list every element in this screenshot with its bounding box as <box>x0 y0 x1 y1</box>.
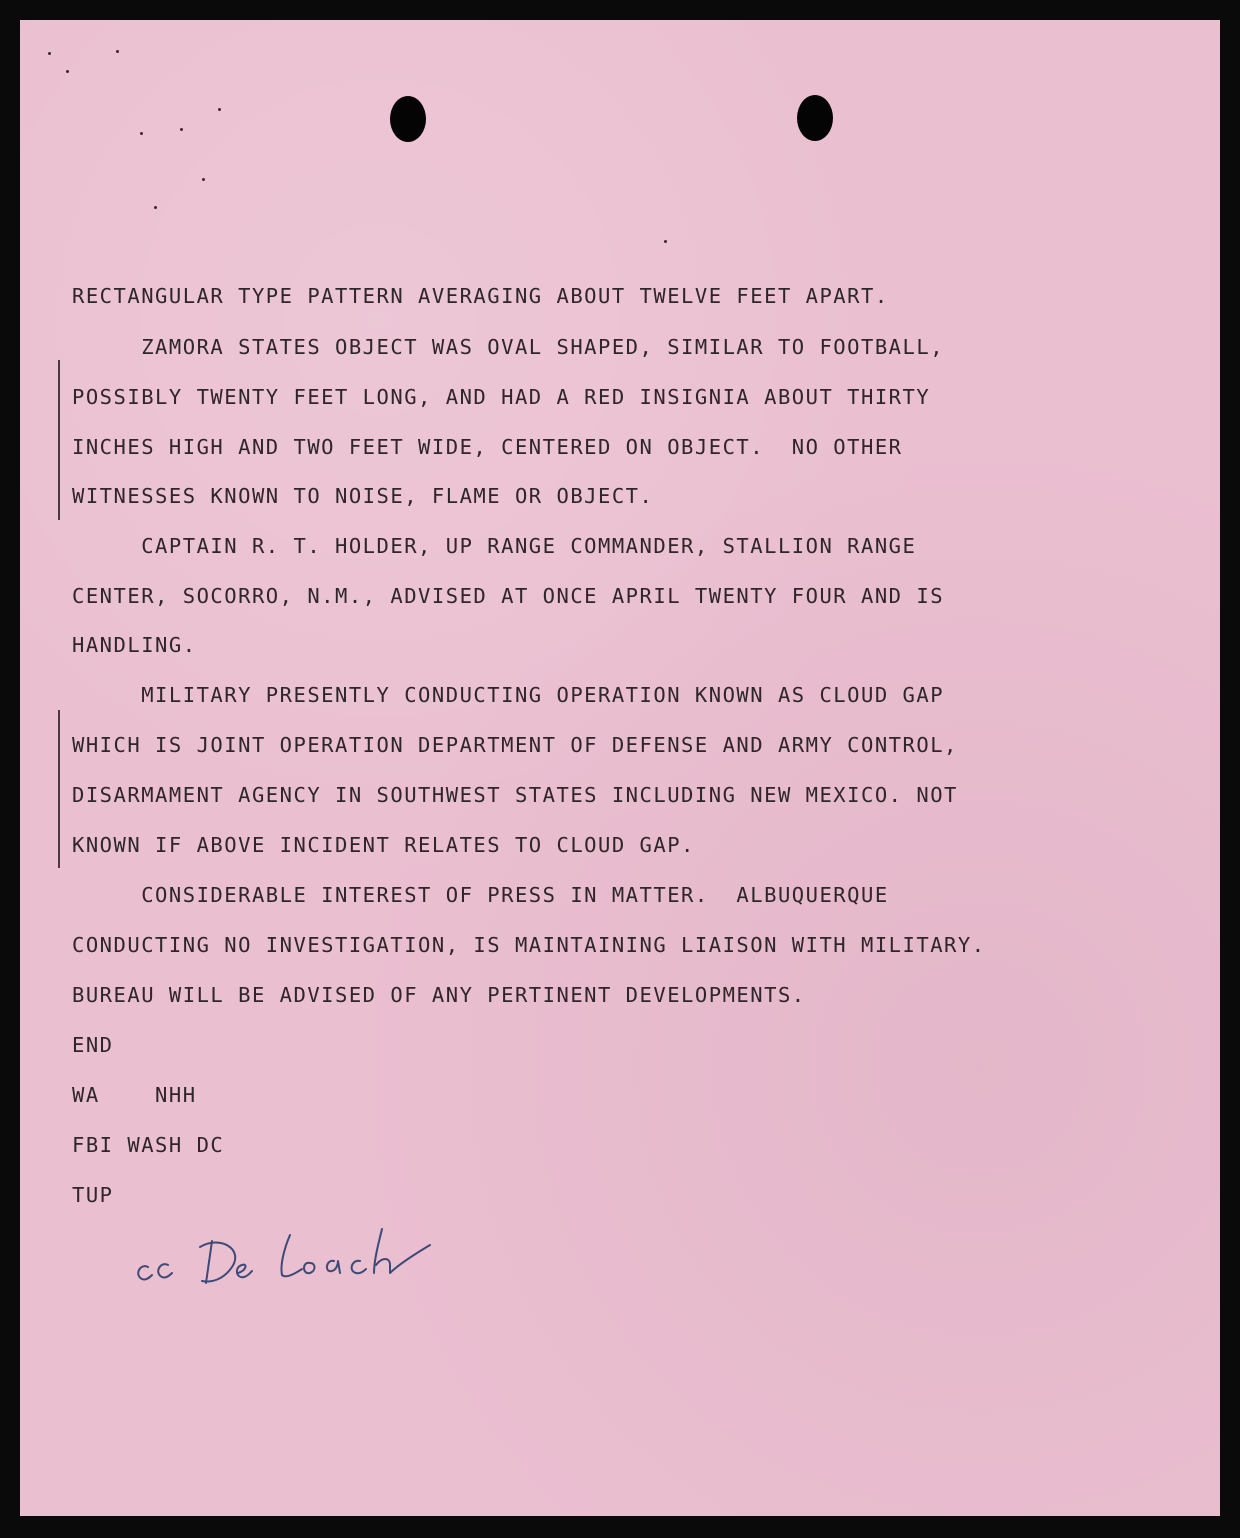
text-line: POSSIBLY TWENTY FEET LONG, AND HAD A RED INSIGNIA ABOUT THIRTY <box>72 385 931 409</box>
text-line: TUP <box>72 1183 114 1207</box>
paper-speck <box>202 178 205 181</box>
punch-hole-right <box>797 95 833 141</box>
text-line: CONSIDERABLE INTEREST OF PRESS IN MATTER. ALBUQUERQUE <box>72 883 889 907</box>
paper-speck <box>66 70 69 73</box>
text-line: INCHES HIGH AND TWO FEET WIDE, CENTERED ON OBJECT. NO OTHER <box>72 435 903 459</box>
paper-speck <box>218 108 221 111</box>
margin-mark <box>58 360 60 520</box>
text-line: FBI WASH DC <box>72 1133 225 1157</box>
text-line: WHICH IS JOINT OPERATION DEPARTMENT OF DEFENSE AND ARMY CONTROL, <box>72 733 958 757</box>
paper-speck <box>48 52 51 55</box>
text-line: KNOWN IF ABOVE INCIDENT RELATES TO CLOUD GAP. <box>72 833 695 857</box>
paper-speck <box>116 50 119 53</box>
margin-mark <box>58 710 60 868</box>
paper-speck <box>140 132 143 135</box>
text-line: CONDUCTING NO INVESTIGATION, IS MAINTAINING LIAISON WITH MILITARY. <box>72 933 986 957</box>
text-line: WA NHH <box>72 1083 197 1107</box>
document-page <box>20 20 1220 1516</box>
text-line: HANDLING. <box>72 633 197 657</box>
text-line: MILITARY PRESENTLY CONDUCTING OPERATION KNOWN AS CLOUD GAP <box>72 683 945 707</box>
paper-speck <box>154 206 157 209</box>
text-line: END <box>72 1033 114 1057</box>
text-line: WITNESSES KNOWN TO NOISE, FLAME OR OBJECT. <box>72 484 654 508</box>
text-line: RECTANGULAR TYPE PATTERN AVERAGING ABOUT TWELVE FEET APART. <box>72 284 889 308</box>
text-line: CAPTAIN R. T. HOLDER, UP RANGE COMMANDER, STALLION RANGE <box>72 534 917 558</box>
text-line: DISARMAMENT AGENCY IN SOUTHWEST STATES INCLUDING NEW MEXICO. NOT <box>72 783 958 807</box>
text-line: ZAMORA STATES OBJECT WAS OVAL SHAPED, SIMILAR TO FOOTBALL, <box>72 335 945 359</box>
paper-speck <box>180 128 183 131</box>
punch-hole-left <box>390 96 426 142</box>
text-line: BUREAU WILL BE ADVISED OF ANY PERTINENT DEVELOPMENTS. <box>72 983 806 1007</box>
paper-speck <box>664 240 667 243</box>
handwritten-note-cc-deloach <box>120 1205 460 1305</box>
text-line: CENTER, SOCORRO, N.M., ADVISED AT ONCE APRIL TWENTY FOUR AND IS <box>72 584 945 608</box>
